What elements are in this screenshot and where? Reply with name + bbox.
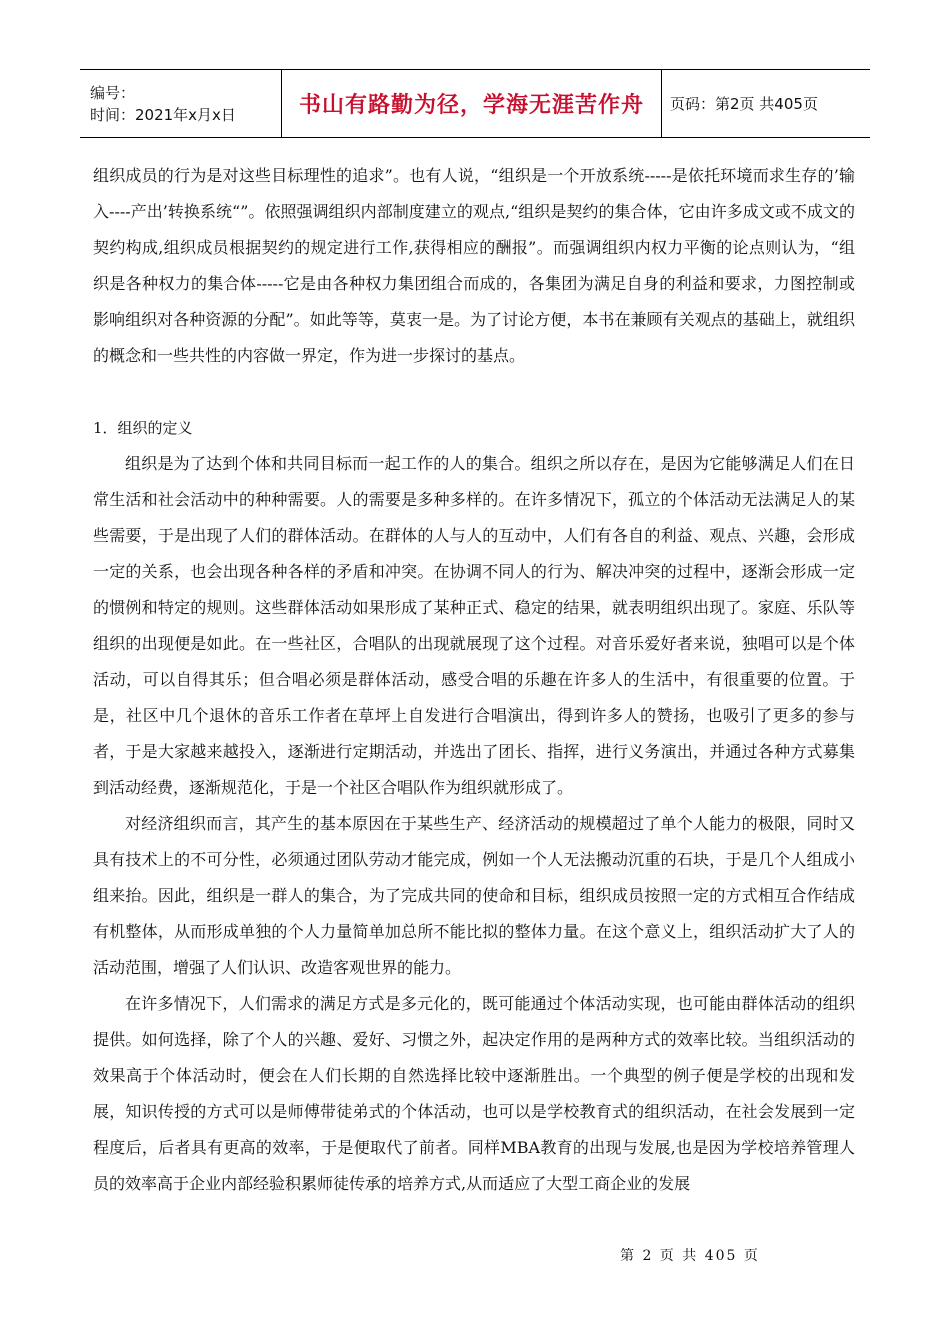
body-paragraph: 组织成员的行为是对这些目标理性的追求”。也有人说，“组织是一个开放系统-----是依托环境而求生存的’输入----产出’转换系统“”。依照强调组织内部制度建立的观点,“组织是契约的集合体，它由许多成文或不成文的契约构成,组织成员根据契约的规定进行工作,获得相应的酬报”。而强调组织内权力平衡的论点则认为，“组织是各种权力的集合体-----它是由各种权力集团组合而成的，各集团为满足自身的利益和要求，力图控制或影响组织对各种资源的分配”。如此等等，莫衷一是。为了讨论方便，本书在兼顾有关观点的基础上，就组织的概念和一些共性的内容做一界定，作为进一步探讨的基点。 xyxy=(93,166,855,365)
time-label: 时间：2021年x月x日 xyxy=(90,105,236,124)
body-paragraph: 在许多情况下，人们需求的满足方式是多元化的，既可能通过个体活动实现，也可能由群体活动的组织提供。如何选择，除了个人的兴趣、爱好、习惯之外，起决定作用的是两种方式的效率比较。当组织活动的效果高于个体活动时，便会在人们长期的自然选择比较中逐渐胜出。一个典型的例子便是学校的出现和发展，知识传授的方式可以是师傅带徒弟式的个体活动，也可以是学校教育式的组织活动，在社会发展到一定程度后，后者具有更高的效率，于是便取代了前者。同样MBA教育的出现与发展,也是因为学校培养管理人员的效率高于企业内部经验积累师徒传承的培养方式,从而适应了大型工商企业的发展 xyxy=(93,994,855,1193)
header-page-info: 页码：第2页 共405页 xyxy=(670,95,818,113)
body-paragraph: 组织是为了达到个体和共同目标而一起工作的人的集合。组织之所以存在，是因为它能够满足人们在日常生活和社会活动中的种种需要。人的需要是多种多样的。在许多情况下，孤立的个体活动无法满足人的某些需要，于是出现了人们的群体活动。在群体的人与人的互动中，人们有各自的利益、观点、兴趣，会形成一定的关系，也会出现各种各样的矛盾和冲突。在协调不同人的行为、解决冲突的过程中，逐渐会形成一定的惯例和特定的规则。这些群体活动如果形成了某种正式、稳定的结果，就表明组织出现了。家庭、乐队等组织的出现便是如此。在一些社区，合唱队的出现就展现了这个过程。对音乐爱好者来说，独唱可以是个体活动，可以自得其乐；但合唱必须是群体活动，感受合唱的乐趣在许多人的生活中，有很重要的位置。于是，社区中几个退休的音乐工作者在草坪上自发进行合唱演出，得到许多人的赞扬，也吸引了更多的参与者，于是大家越来越投入，逐渐进行定期活动，并选出了团长、指挥，进行义务演出，并通过各种方式募集到活动经费，逐渐规范化，于是一个社区合唱队作为组织就形成了。 xyxy=(93,454,855,797)
page-footer: 第 2 页 共 405 页 xyxy=(620,1248,760,1264)
header-left xyxy=(80,70,282,137)
header-motto-cell xyxy=(282,70,662,137)
header-motto: 书山有路勤为径，学海无涯苦作舟 xyxy=(298,93,644,118)
document-body xyxy=(93,158,855,1202)
number-label: 编号： xyxy=(90,83,136,102)
page-header xyxy=(80,69,870,138)
body-paragraph: 对经济组织而言，其产生的基本原因在于某些生产、经济活动的规模超过了单个人能力的极限，同时又具有技术上的不可分性，必须通过团队劳动才能完成，例如一个人无法搬动沉重的石块，于是几个人组成小组来抬。因此，组织是一群人的集合，为了完成共同的使命和目标，组织成员按照一定的方式相互合作结成有机整体，从而形成单独的个人力量简单加总所不能比拟的整体力量。在这个意义上，组织活动扩大了人的活动范围，增强了人们认识、改造客观世界的能力。 xyxy=(93,814,855,977)
section-heading: 1．组织的定义 xyxy=(93,419,193,437)
